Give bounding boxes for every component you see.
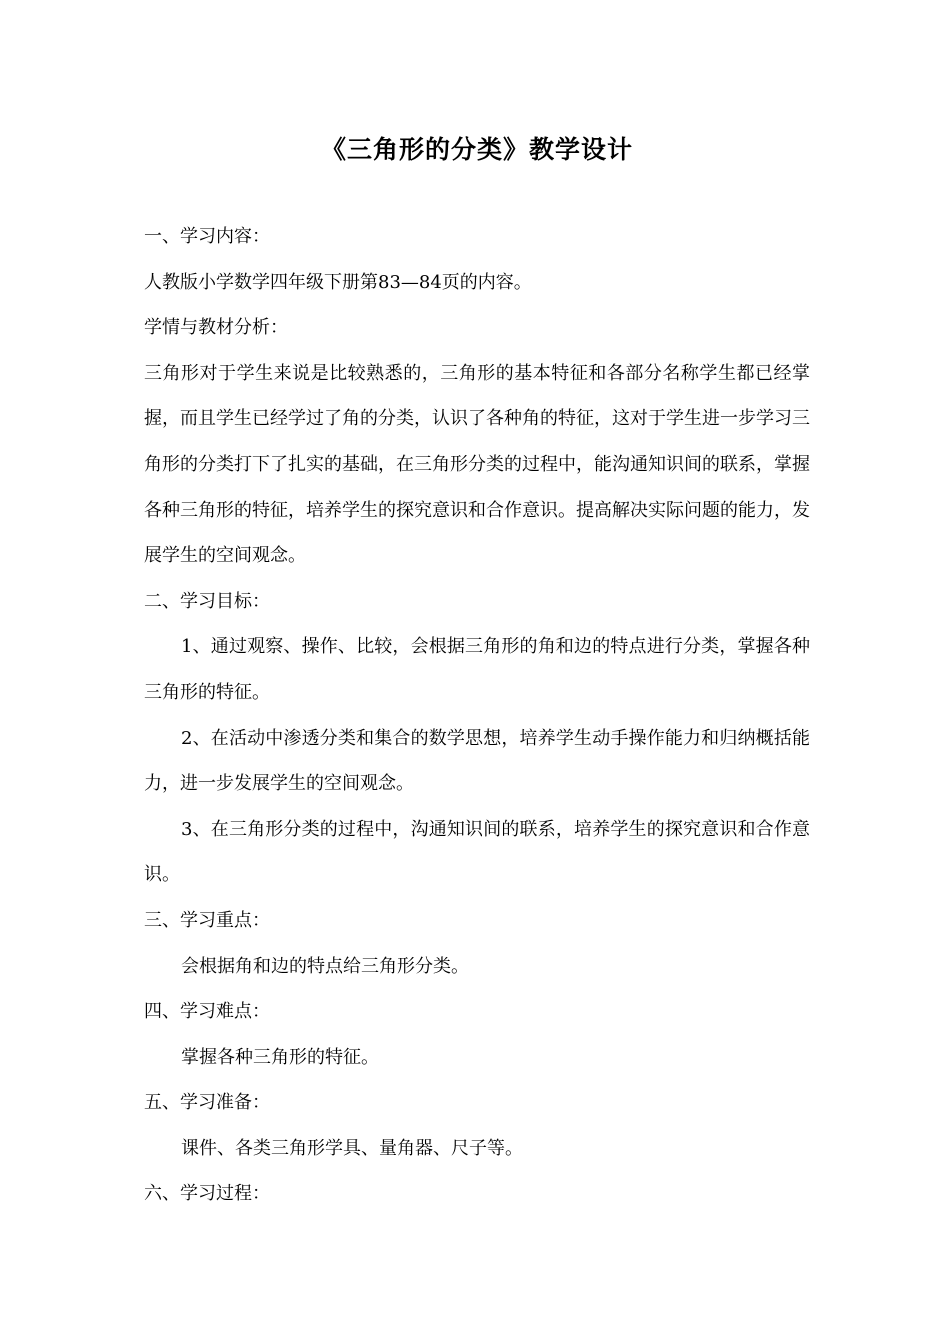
document-body — [144, 214, 810, 1217]
heading-key-points: 三、学习重点： — [144, 909, 270, 931]
heading-process: 六、学习过程： — [144, 1183, 270, 1205]
goal-item-1: 1、通过观察、操作、比较，会根据三角形的角和边的特点进行分类，掌握各种三角形的特征。 — [144, 636, 810, 703]
difficulties-text: 掌握各种三角形的特征。 — [181, 1046, 379, 1068]
goal-item-2: 2、在活动中渗透分类和集合的数学思想，培养学生动手操作能力和归纳概括能力，进一步发展学生的空间观念。 — [144, 727, 810, 795]
analysis-text: 三角形对于学生来说是比较熟悉的，三角形的基本特征和各部分名称学生都已经掌握，而且学生已经学过了角的分类，认识了各种角的特征，这对于学生进一步学习三角形的分类打下了扎实的基础，在三角形分类的过程中，能沟通知识间的联系，掌握各种三角形的特征，培养学生的探究意识和合作意识。提高解决实际问题的能力，发展学生的空间观念。 — [144, 362, 810, 567]
heading-learning-goals: 二、学习目标： — [144, 590, 270, 612]
preparation-text: 课件、各类三角形学具、量角器、尺子等。 — [181, 1137, 523, 1159]
heading-learning-content: 一、学习内容： — [144, 226, 270, 247]
document-title: 《三角形的分类》教学设计 — [320, 135, 633, 164]
heading-difficulties: 四、学习难点： — [144, 1001, 270, 1023]
heading-analysis: 学情与教材分析： — [144, 317, 288, 339]
heading-preparation: 五、学习准备： — [144, 1092, 270, 1114]
learning-content-text: 人教版小学数学四年级下册第83—84页的内容。 — [144, 271, 532, 293]
key-points-text: 会根据角和边的特点给三角形分类。 — [181, 955, 469, 977]
goal-item-3: 3、在三角形分类的过程中，沟通知识间的联系，培养学生的探究意识和合作意识。 — [144, 818, 810, 886]
